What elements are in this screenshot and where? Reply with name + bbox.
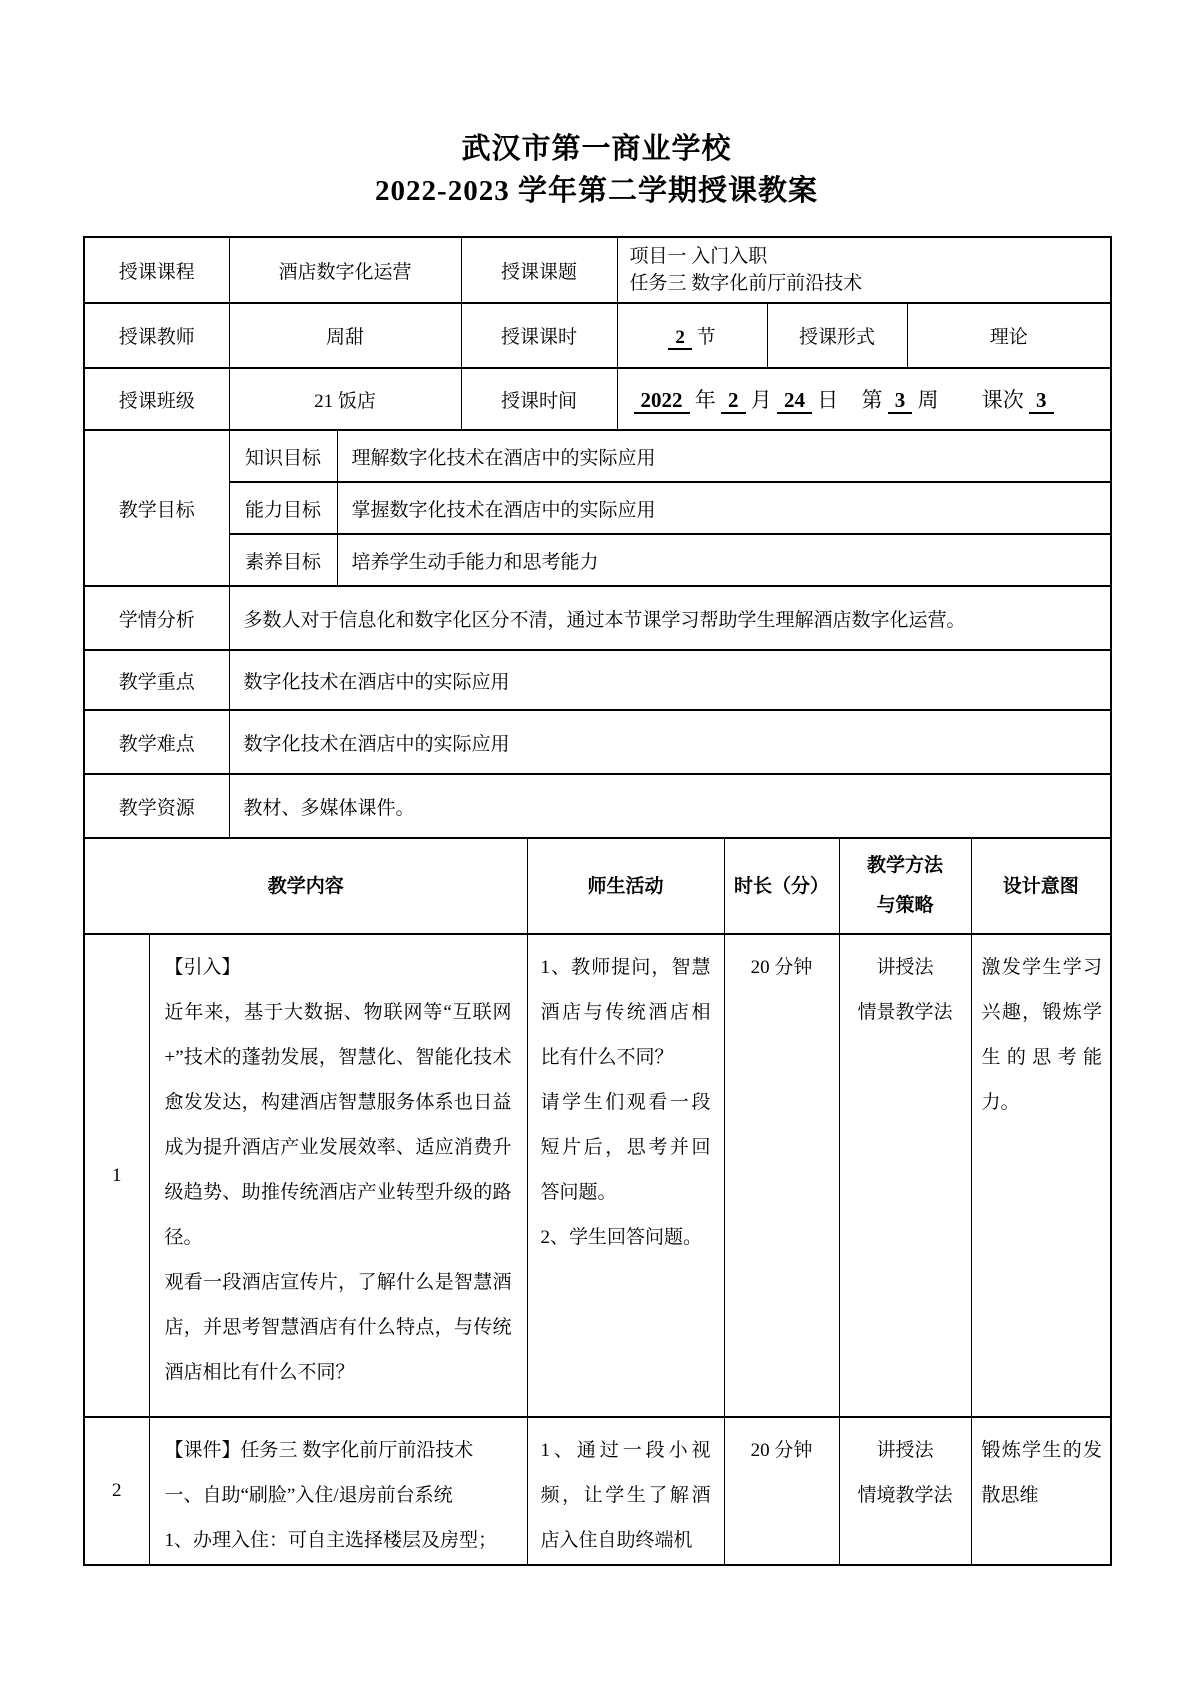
- plan-row-1: [84, 934, 1111, 1417]
- period-unit: 节: [696, 327, 716, 348]
- row-2-number: 2: [84, 1417, 149, 1565]
- header-method: [839, 838, 971, 934]
- row-1-activity: [527, 934, 724, 1417]
- form-value: 理论: [907, 303, 1111, 368]
- header-intent: 设计意图: [971, 838, 1111, 934]
- row-2-activity: [527, 1417, 724, 1565]
- resources-row: [84, 774, 1111, 838]
- time-month: 2: [721, 388, 746, 414]
- header-activity: 师生活动: [527, 838, 724, 934]
- knowledge-objective-text: 理解数字化技术在酒店中的实际应用: [337, 430, 1111, 482]
- row-2-method-2: 情境教学法: [857, 1485, 953, 1506]
- topic-line-2: 任务三 数字化前厅前沿技术: [629, 273, 863, 294]
- row-2-method-1: 讲授法: [876, 1440, 934, 1461]
- period-label: 授课课时: [461, 303, 617, 368]
- teaching-plan-table: [83, 837, 1112, 1566]
- row-1-content-para-2: 近年来，基于大数据、物联网等“互联网+”技术的蓬勃发展，智慧化、智能化技术愈发发达，构建酒店智慧服务体系也日益成为提升酒店产业发展效率、适应消费升级趋势、助推传统酒店产业转型升级的路径。: [164, 1002, 512, 1248]
- time-label: 授课时间: [461, 368, 617, 430]
- row-1-number: 1: [84, 934, 149, 1417]
- row-2-intent: 锻炼学生的发散思维: [971, 1417, 1111, 1565]
- row-2-method: [839, 1417, 971, 1565]
- course-label: 授课课程: [84, 237, 229, 303]
- row-1-duration: 20 分钟: [724, 934, 839, 1417]
- key-points-text: 数字化技术在酒店中的实际应用: [229, 650, 1111, 710]
- learner-analysis-row: [84, 586, 1111, 650]
- row-2-content-para-2: 一、自助“刷脸”入住/退房前台系统: [164, 1485, 453, 1506]
- teacher-label: 授课教师: [84, 303, 229, 368]
- row-2-content: [149, 1417, 527, 1565]
- resources-text: 教材、多媒体课件。: [229, 774, 1111, 838]
- header-duration: 时长（分）: [724, 838, 839, 934]
- document-title-block: [83, 128, 1110, 212]
- literacy-objective-text: 培养学生动手能力和思考能力: [337, 534, 1111, 586]
- teacher-value: 周甜: [229, 303, 461, 368]
- difficult-points-row: [84, 710, 1111, 774]
- row-2-content-para-3: 1、办理入住：可自主选择楼层及房型；: [164, 1530, 498, 1551]
- objective-row-knowledge: [84, 430, 1111, 482]
- header-method-line2: 与策略: [876, 895, 934, 916]
- topic-line-1: 项目一 入门入职: [629, 246, 768, 267]
- time-year-unit: 年: [694, 388, 716, 412]
- objective-row-ability: [84, 482, 1111, 534]
- period-value: [617, 303, 767, 368]
- plan-header-row: [84, 838, 1111, 934]
- ability-objective-label: 能力目标: [229, 482, 337, 534]
- week-value: 3: [888, 388, 913, 414]
- objectives-label: 教学目标: [84, 430, 229, 586]
- header-content: 教学内容: [84, 838, 527, 934]
- row-1-activity-para-2: 请学生们观看一段短片后，思考并回答问题。: [540, 1092, 711, 1203]
- plan-row-2: [84, 1417, 1111, 1565]
- class-value: 21 饭店: [229, 368, 461, 430]
- objectives-table: [83, 429, 1112, 839]
- teacher-row: [84, 303, 1111, 368]
- key-points-label: 教学重点: [84, 650, 229, 710]
- semester-title: 2022-2023 学年第二学期授课教案: [375, 175, 818, 207]
- row-1-method: [839, 934, 971, 1417]
- learner-analysis-text: 多数人对于信息化和数字化区分不清，通过本节课学习帮助学生理解酒店数字化运营。: [229, 586, 1111, 650]
- course-value: 酒店数字化运营: [229, 237, 461, 303]
- class-label: 授课班级: [84, 368, 229, 430]
- row-1-activity-para-3: 2、学生回答问题。: [540, 1227, 703, 1248]
- class-row: [84, 368, 1111, 430]
- header-method-line1: 教学方法: [867, 855, 944, 876]
- row-1-intent: 激发学生学习兴趣，锻炼学生的思考能力。: [971, 934, 1111, 1417]
- form-label: 授课形式: [767, 303, 907, 368]
- ability-objective-text: 掌握数字化技术在酒店中的实际应用: [337, 482, 1111, 534]
- lesson-prefix: 课次: [981, 388, 1024, 412]
- learner-analysis-label: 学情分析: [84, 586, 229, 650]
- row-1-method-2: 情景教学法: [857, 1002, 953, 1023]
- week-unit: 周: [917, 388, 939, 412]
- topic-label: 授课课题: [461, 237, 617, 303]
- time-month-unit: 月: [750, 388, 772, 412]
- knowledge-objective-label: 知识目标: [229, 430, 337, 482]
- row-1-content-para-3: 观看一段酒店宣传片，了解什么是智慧酒店，并思考智慧酒店有什么特点，与传统酒店相比有什么不同？: [164, 1272, 512, 1383]
- row-1-content-para-1: 【引入】: [164, 957, 241, 978]
- school-title: 武汉市第一商业学校: [461, 133, 732, 165]
- row-2-content-para-1: 【课件】任务三 数字化前厅前沿技术: [164, 1440, 474, 1461]
- course-info-table: [83, 236, 1112, 431]
- lesson-value: 3: [1029, 388, 1054, 414]
- objective-row-literacy: [84, 534, 1111, 586]
- week-prefix: 第: [861, 388, 883, 412]
- resources-label: 教学资源: [84, 774, 229, 838]
- time-value: [617, 368, 1111, 430]
- difficult-points-label: 教学难点: [84, 710, 229, 774]
- topic-value: [617, 237, 1111, 303]
- literacy-objective-label: 素养目标: [229, 534, 337, 586]
- time-day-unit: 日: [817, 388, 839, 412]
- difficult-points-text: 数字化技术在酒店中的实际应用: [229, 710, 1111, 774]
- row-1-content: [149, 934, 527, 1417]
- period-number: 2: [668, 327, 692, 350]
- time-year: 2022: [634, 388, 690, 414]
- course-row: [84, 237, 1111, 303]
- key-points-row: [84, 650, 1111, 710]
- row-2-activity-para-1: 1、通过一段小视频，让学生了解酒店入住自助终端机: [540, 1440, 711, 1551]
- row-2-duration: 20 分钟: [724, 1417, 839, 1565]
- time-day: 24: [777, 388, 812, 414]
- row-1-activity-para-1: 1、教师提问，智慧酒店与传统酒店相比有什么不同？: [540, 957, 711, 1068]
- row-1-method-1: 讲授法: [876, 957, 934, 978]
